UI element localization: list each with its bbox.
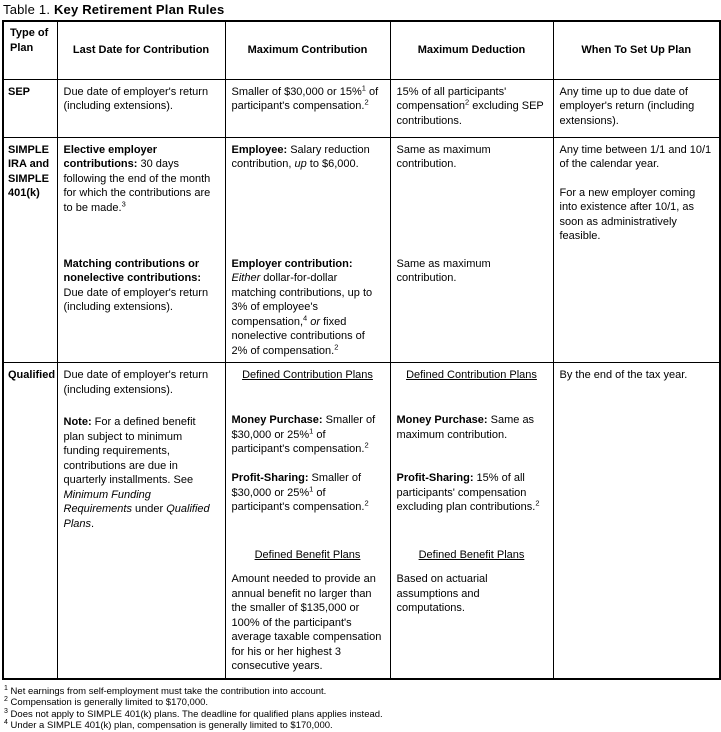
text-segment: or <box>310 315 321 328</box>
footnote-1-text: Net earnings from self-employment must take the contribution into account. <box>7 685 327 697</box>
text-segment: . <box>91 517 95 530</box>
text-segment: of participant's compensation. <box>231 85 379 113</box>
text-segment: Same as maximum contribution. <box>396 143 491 171</box>
footnote-3 <box>4 709 720 721</box>
simple-setup-cell <box>553 137 720 363</box>
text-segment: Money Purchase: <box>231 414 323 427</box>
contrib-defined-benefit-text <box>232 572 384 674</box>
sep-max-contribution-cell <box>225 79 390 137</box>
simple-matching-contributions-text <box>64 257 219 315</box>
sep-plan-type-cell: SEP <box>3 79 57 137</box>
column-header-last-date: Last Date for Contribution <box>57 21 225 79</box>
text-segment: Same as maximum contribution. <box>396 414 535 441</box>
text-segment: Either <box>231 272 261 285</box>
text-segment: For a new employer coming into existence after 10/1, as soon as administratively feasible. <box>559 186 696 243</box>
footnote-1 <box>4 686 720 698</box>
deduct-defined-benefit-heading: Defined Benefit Plans <box>418 549 525 562</box>
text-segment: 2 <box>334 341 339 351</box>
page-title <box>2 1 720 20</box>
sep-last-date-cell <box>57 79 225 137</box>
text-segment: 2 <box>364 440 369 450</box>
simple-deduction-text-1 <box>397 143 547 243</box>
text-segment: Note: <box>63 416 92 429</box>
text-segment: Smaller of $30,000 or 25% <box>231 472 362 499</box>
qualified-note-text <box>64 415 219 531</box>
text-segment: to $6,000. <box>306 158 359 171</box>
simple-deduction-text-2 <box>397 257 547 286</box>
retirement-plan-rules-table <box>2 20 721 680</box>
text-segment: 15% of all participants' compensation <box>396 85 507 113</box>
text-segment: Smaller of $30,000 or 25% <box>231 414 376 441</box>
footnote-4-number: 4 <box>4 719 8 727</box>
text-segment: Money Purchase: <box>396 414 488 427</box>
text-segment: excluding SEP contributions. <box>396 100 544 127</box>
text-segment: 1 <box>309 483 314 493</box>
contrib-money-purchase-text <box>232 413 384 471</box>
table-title-label: Key Retirement Plan Rules <box>53 2 225 17</box>
sep-max-contribution-text <box>231 82 384 114</box>
sep-setup-text <box>560 85 714 129</box>
text-segment: 1 <box>309 425 314 435</box>
column-header-max-contribution: Maximum Contribution <box>225 21 390 79</box>
text-segment: under <box>131 503 167 516</box>
qualified-max-contribution-cell <box>225 363 390 679</box>
deduct-defined-contribution-heading: Defined Contribution Plans <box>406 369 537 382</box>
footnote-2 <box>4 697 720 709</box>
text-segment: For a defined benefit plan subject to minimum funding requirements, contributions are due in quarterly installments. See <box>63 416 196 487</box>
simple-last-date-cell <box>57 137 225 363</box>
text-segment: Due date of employer's return (including extensions). <box>63 286 209 314</box>
text-segment: Smaller of $30,000 or 15% <box>231 85 362 98</box>
qualified-plan-type-cell: Qualified <box>3 363 57 679</box>
text-segment: Based on actuarial assumptions and computations. <box>396 573 488 615</box>
simple-elective-contributions-text <box>64 143 219 243</box>
text-segment: 15% of all participants' compensation excluding plan contributions. <box>396 472 536 514</box>
deduct-defined-benefit-text <box>397 572 547 616</box>
text-segment: Any time between 1/1 and 10/1 of the calendar year. <box>559 143 712 171</box>
text-segment: Elective employer contributions: <box>63 143 158 171</box>
text-segment: Employer contribution: <box>231 257 353 270</box>
simple-max-contribution-cell <box>225 137 390 363</box>
table-row-qualified <box>3 363 720 679</box>
simple-max-deduction-cell <box>390 137 553 363</box>
footnote-3-number: 3 <box>4 707 8 715</box>
deduct-money-purchase-text <box>397 413 547 471</box>
text-segment: Same as maximum contribution. <box>396 257 491 285</box>
sep-setup-cell <box>553 79 720 137</box>
qualified-setup-cell <box>553 363 720 679</box>
text-segment: 2 <box>364 97 369 107</box>
text-segment: Due date of employer's return (including extensions). <box>63 369 209 396</box>
simple-setup-text-1 <box>560 143 714 172</box>
text-segment: 3 <box>121 198 126 208</box>
simple-employee-contribution-text <box>232 143 384 243</box>
qualified-last-date-cell <box>57 363 225 679</box>
text-segment: of participant's compensation. <box>231 428 365 456</box>
text-segment: of participant's compensation. <box>231 486 365 514</box>
table-row-sep <box>3 79 720 137</box>
sep-max-deduction-cell <box>390 79 553 137</box>
text-segment: Due date of employer's return (including extensions). <box>63 85 209 113</box>
qualified-last-date-text <box>64 368 219 415</box>
text-segment: 2 <box>465 97 470 107</box>
footnotes <box>2 680 720 732</box>
contrib-profit-sharing-text <box>232 471 384 548</box>
table-row-simple <box>3 137 720 363</box>
text-segment: By the end of the tax year. <box>559 369 688 382</box>
text-segment: dollar-for-dollar matching contributions, up to 3% of employee's compensation, <box>231 272 373 328</box>
text-segment: Profit-Sharing: <box>396 472 474 485</box>
text-segment: 2 <box>535 498 540 508</box>
sep-max-deduction-text <box>397 85 547 129</box>
footnote-1-number: 1 <box>4 684 8 692</box>
text-segment: Matching contributions or nonelective contributions: <box>63 257 202 285</box>
text-segment: Minimum Funding Requirements <box>63 488 151 516</box>
footnote-2-number: 2 <box>4 696 8 704</box>
text-segment: 4 <box>303 312 308 322</box>
text-segment: fixed nonelective contributions of 2% of compensation. <box>231 315 365 357</box>
text-segment: Employee: <box>231 143 288 156</box>
footnote-3-text: Does not apply to SIMPLE 401(k) plans. The deadline for qualified plans applies instead. <box>7 708 383 720</box>
footnote-4 <box>4 720 720 732</box>
footnote-2-text: Compensation is generally limited to $170,000. <box>7 697 209 709</box>
text-segment: 2 <box>364 498 369 508</box>
text-segment: Any time up to due date of employer's return (including extensions). <box>559 85 695 127</box>
simple-plan-type-cell: SIMPLE IRA and SIMPLE 401(k) <box>3 137 57 363</box>
text-segment: Profit-Sharing: <box>231 472 309 485</box>
text-segment: Salary reduction contribution, <box>231 143 370 171</box>
qualified-setup-text <box>560 368 714 383</box>
qualified-max-deduction-cell <box>390 363 553 679</box>
column-header-max-deduction: Maximum Deduction <box>390 21 553 79</box>
header-row <box>3 21 720 79</box>
column-header-when-to-set-up: When To Set Up Plan <box>553 21 720 79</box>
simple-setup-text-2 <box>560 186 714 244</box>
deduct-profit-sharing-text <box>397 471 547 548</box>
text-segment: Qualified Plans <box>63 503 210 530</box>
sep-last-date-text <box>64 85 219 114</box>
footnote-4-text: Under a SIMPLE 401(k) plan, compensation is generally limited to $170,000. <box>7 720 333 732</box>
table-number-label: Table 1. <box>3 2 54 17</box>
column-header-type-of-plan: Type of Plan <box>3 21 57 79</box>
simple-employer-contribution-text <box>232 257 384 359</box>
text-segment: 1 <box>361 82 366 92</box>
contrib-defined-benefit-heading: Defined Benefit Plans <box>254 549 361 562</box>
contrib-defined-contribution-heading: Defined Contribution Plans <box>242 369 373 382</box>
text-segment: Amount needed to provide an annual benefit no larger than the smaller of $135,000 or 100% of the participant's average taxable compensation for his or her highest 3 consecutive years. <box>231 573 382 673</box>
text-segment: 30 days following the end of the month for which the contributions are to be made. <box>63 158 211 214</box>
text-segment: up <box>294 158 307 171</box>
